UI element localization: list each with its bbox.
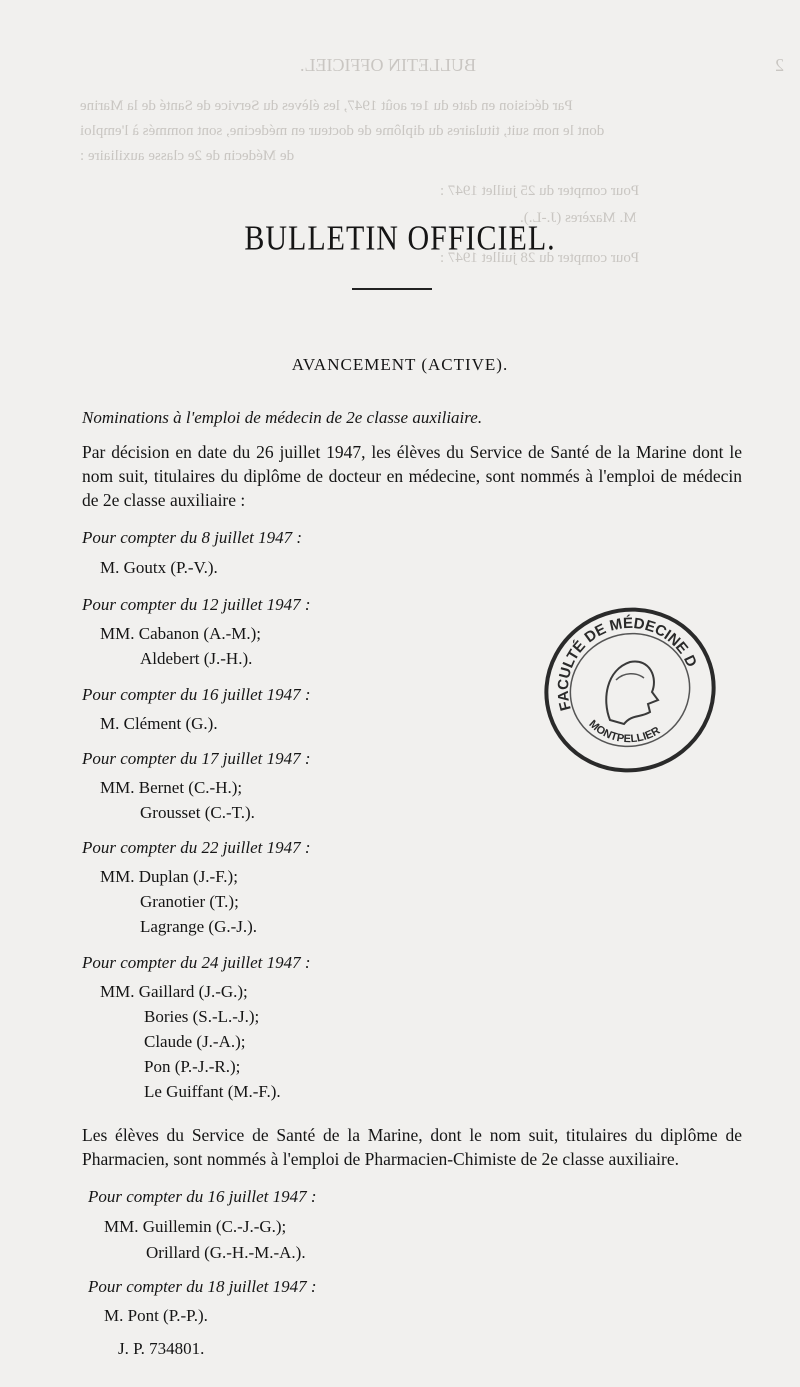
name-line: Le Guiffant (M.-F.). [144,1082,281,1101]
date-line: Pour compter du 24 juillet 1947 : [82,953,311,972]
date-line: Pour compter du 18 juillet 1947 : [88,1277,317,1296]
name-line: M. Pont (P.-P.). [104,1306,208,1325]
date-line: Pour compter du 16 juillet 1947 : [88,1187,317,1206]
name-line: Granotier (T.); [140,892,239,911]
name-line: Aldebert (J.-H.). [140,649,253,668]
date-line: Pour compter du 16 juillet 1947 : [82,685,311,704]
library-stamp [540,600,720,780]
show-through-line: M. Mazères (J.-L.). [520,210,637,226]
name-line: MM. Guillemin (C.-J.-G.); [104,1217,287,1236]
footer-reference: J. P. 734801. [118,1339,205,1358]
show-through-line: Pour compter du 28 juillet 1947 : [440,250,640,266]
date-line: Pour compter du 22 juillet 1947 : [82,838,311,857]
name-line: Bories (S.-L.-J.); [144,1007,260,1026]
name-line: M. Clément (G.). [100,714,218,733]
show-through-line: dont le nom suit, titulaires du diplôme de docteur en médecine, sont nommés à l'emploi [80,123,605,139]
pharmacien-paragraph: Les élèves du Service de Santé de la Marine, dont le nom suit, titulaires du diplôme de Pharmacien, sont nommés à l'emploi de Pharmacien-Chimiste de 2e classe auxiliaire. [82,1125,742,1169]
svg-text:FACULTÉ DE MÉDECINE DE PARIS [540,600,702,720]
section-heading: AVANCEMENT (ACTIVE). [291,355,509,374]
portrait-icon [606,661,658,724]
date-line: Pour compter du 17 juillet 1947 : [82,749,311,768]
show-through-line: de Médecin de 2e classe auxiliaire : [80,148,295,164]
show-through-line: Par décision en date du 1er août 1947, les élèves du Service de Santé de la Marine [80,98,573,114]
name-line: Lagrange (G.-J.). [140,917,258,936]
stamp-small-text: MONTPELLIER [586,717,663,746]
bulletin-title: BULLETIN OFFICIEL. [244,219,556,258]
intro-paragraph: Par décision en date du 26 juillet 1947, les élèves du Service de Santé de la Marine dont le nom suit, titulaires du diplôme de docteur en médecine, sont nommés à l'emploi de médecin de 2e classe auxiliaire : [82,442,742,510]
title-rule [352,288,432,290]
name-line: M. Goutx (P.-V.). [100,558,218,577]
date-line: Pour compter du 12 juillet 1947 : [82,595,311,614]
name-line: Grousset (C.-T.). [140,803,255,822]
subheading: Nominations à l'emploi de médecin de 2e classe auxiliaire. [82,408,483,427]
name-line: MM. Gaillard (J.-G.); [100,982,248,1001]
show-through-line: Pour compter du 25 juillet 1947 : [440,183,640,199]
show-through-header: BULLETIN OFFICIEL. [300,55,476,75]
name-line: MM. Bernet (C.-H.); [100,778,243,797]
stamp-text: FACULTÉ DE MÉDECINE DE [554,614,700,713]
name-line: MM. Duplan (J.-F.); [100,867,238,886]
show-through-page-number: 2 [775,55,784,75]
name-line: Claude (J.-A.); [144,1032,246,1051]
date-line: Pour compter du 8 juillet 1947 : [82,528,303,547]
svg-text:MONTPELLIER [585,700,663,759]
name-line: MM. Cabanon (A.-M.); [100,624,262,643]
name-line: Orillard (G.-H.-M.-A.). [146,1243,306,1262]
name-line: Pon (P.-J.-R.); [144,1057,241,1076]
